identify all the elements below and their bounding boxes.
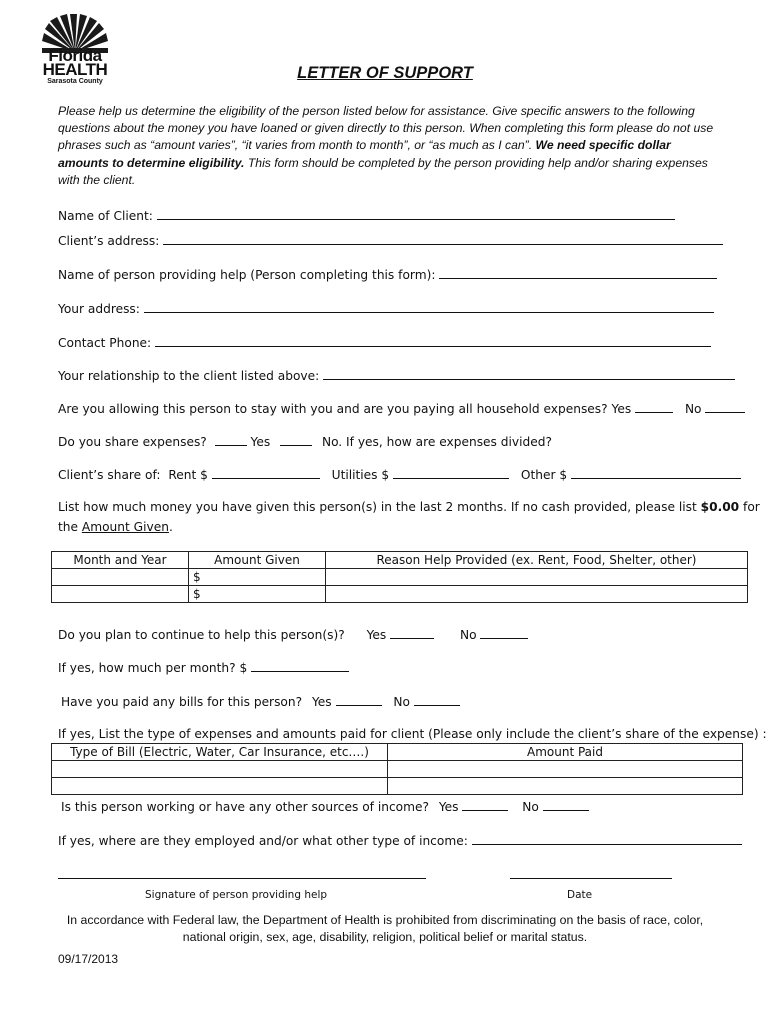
logo-text-county: Sarasota County [47, 78, 103, 85]
yes-label: Yes [250, 435, 271, 449]
working-no-field[interactable] [543, 799, 589, 811]
helper-name-row [58, 267, 717, 282]
client-address-field[interactable] [163, 233, 723, 245]
date-label: Date [567, 889, 593, 901]
table-row [52, 778, 743, 795]
page-title: LETTER OF SUPPORT [297, 64, 473, 82]
table-header-row [52, 552, 748, 569]
disclaimer-line1: In accordance with Federal law, the Department of Health is prohibited from discriminating on the basis of race, color, [66, 913, 704, 927]
header-amount-given: Amount Given [189, 552, 326, 569]
expenses-list-text: If yes, List the type of expenses and amounts paid for client (Please only include the client’s share of the expense) : [58, 727, 767, 741]
header-month-year: Month and Year [52, 552, 189, 569]
per-month-field[interactable] [251, 660, 349, 672]
continue-help-row [58, 627, 528, 642]
continue-help-question: Do you plan to continue to help this person(s)? [58, 628, 345, 642]
amount-given-cell[interactable]: $ [189, 569, 326, 586]
client-name-field[interactable] [157, 208, 675, 220]
continue-help-no-field[interactable] [480, 627, 528, 639]
share-expenses-no-field[interactable] [280, 434, 312, 446]
yes-label: Yes [366, 628, 387, 642]
continue-help-yes-field[interactable] [390, 627, 434, 639]
no-label: No [393, 695, 410, 709]
amount-given-underlined: Amount Given [81, 520, 169, 534]
reason-cell[interactable] [326, 586, 748, 603]
no-label: No [460, 628, 477, 642]
allowing-stay-no-field[interactable] [705, 401, 745, 413]
intro-text-bold: We need specific dollar amounts to determine eligibility. [58, 138, 671, 170]
contact-phone-row [58, 335, 711, 350]
money-given-table [51, 551, 748, 603]
bill-type-cell[interactable] [52, 761, 388, 778]
working-question: Is this person working or have any other sources of income? [61, 800, 429, 814]
amount-paid-cell[interactable] [388, 761, 743, 778]
employed-label: If yes, where are they employed and/or what other type of income: [58, 834, 468, 848]
header-amount-paid: Amount Paid [388, 744, 743, 761]
contact-phone-label: Contact Phone: [58, 336, 152, 350]
client-address-row [58, 233, 723, 248]
disclaimer [0, 912, 770, 946]
intro-paragraph [58, 103, 718, 189]
utilities-label: Utilities $ [331, 468, 390, 482]
employed-field[interactable] [472, 833, 742, 845]
reason-cell[interactable] [326, 569, 748, 586]
other-field[interactable] [571, 467, 741, 479]
paid-bills-yes-field[interactable] [336, 694, 382, 706]
other-label: Other $ [520, 468, 568, 482]
relationship-row [58, 368, 735, 383]
form-date: 09/17/2013 [58, 952, 119, 966]
client-name-row [58, 208, 675, 223]
employed-row [58, 833, 742, 848]
allowing-stay-question: Are you allowing this person to stay with you and are you paying all household expenses? [58, 402, 608, 416]
no-label: No [684, 402, 702, 416]
month-year-cell[interactable] [52, 569, 189, 586]
utilities-field[interactable] [393, 467, 509, 479]
zero-amount: $0.00 [700, 500, 740, 514]
signature-label: Signature of person providing help [145, 889, 328, 901]
working-row [61, 799, 589, 814]
amount-given-cell[interactable]: $ [189, 586, 326, 603]
disclaimer-line2: national origin, sex, age, disability, religion, political belief or marital status. [182, 930, 588, 944]
logo-text-florida: Florida [48, 46, 102, 65]
helper-name-field[interactable] [439, 267, 717, 279]
rent-field[interactable] [212, 467, 320, 479]
client-name-label: Name of Client: [58, 209, 153, 223]
date-line[interactable] [510, 877, 672, 879]
month-year-cell[interactable] [52, 586, 189, 603]
yes-label: Yes [438, 800, 459, 814]
bills-table [51, 743, 743, 795]
your-address-label: Your address: [58, 302, 140, 316]
money-given-text: List how much money you have given this person(s) in the last 2 months. If no cash provided, please list [58, 500, 697, 514]
relationship-label: Your relationship to the client listed above: [58, 369, 320, 383]
signature-line[interactable] [58, 877, 426, 879]
expenses-divided-text: No. If yes, how are expenses divided? [321, 435, 552, 449]
yes-label: Yes [311, 695, 332, 709]
table-row [52, 569, 748, 586]
logo-text-health: HEALTH [42, 60, 108, 79]
money-given-dot: . [168, 520, 173, 534]
share-expenses-question: Do you share expenses? [58, 435, 207, 449]
relationship-field[interactable] [323, 368, 735, 380]
intro-text-2: This form should be completed by the person providing help and/or sharing expenses with the client. [58, 155, 708, 187]
yes-label: Yes [611, 402, 632, 416]
bill-type-cell[interactable] [52, 778, 388, 795]
amount-paid-cell[interactable] [388, 778, 743, 795]
working-yes-field[interactable] [462, 799, 508, 811]
money-given-for: for [743, 500, 760, 514]
header-type-of-bill: Type of Bill (Electric, Water, Car Insurance, etc….) [52, 744, 388, 761]
your-address-row [58, 301, 714, 316]
per-month-label: If yes, how much per month? $ [58, 661, 248, 675]
client-address-label: Client’s address: [58, 234, 160, 248]
share-expenses-yes-field[interactable] [215, 434, 247, 446]
share-expenses-row [58, 434, 552, 449]
clients-share-row [58, 467, 741, 482]
table-row [52, 761, 743, 778]
your-address-field[interactable] [144, 301, 714, 313]
money-given-line1 [58, 500, 760, 514]
paid-bills-question: Have you paid any bills for this person? [61, 695, 303, 709]
rent-label: Rent $ [168, 468, 208, 482]
table-row [52, 586, 748, 603]
paid-bills-row [61, 694, 460, 709]
contact-phone-field[interactable] [155, 335, 711, 347]
clients-share-label: Client’s share of: [58, 468, 161, 482]
money-given-line2 [58, 520, 173, 534]
header-reason: Reason Help Provided (ex. Rent, Food, Shelter, other) [326, 552, 748, 569]
intro-text-1: Please help us determine the eligibility of the person listed below for assistance. Give specific answers to the following questions about the money you have loaned or given directly to this person. When completing this form please do not use phrases such as “amount varies”, “it varies from month to month”, or “as much as I can”. [58, 104, 714, 153]
table-header-row [52, 744, 743, 761]
helper-name-label: Name of person providing help (Person completing this form): [58, 268, 436, 282]
money-given-the: the [58, 520, 79, 534]
allowing-stay-row [58, 401, 745, 416]
paid-bills-no-field[interactable] [414, 694, 460, 706]
allowing-stay-yes-field[interactable] [635, 401, 673, 413]
per-month-row [58, 660, 349, 675]
no-label: No [522, 800, 539, 814]
